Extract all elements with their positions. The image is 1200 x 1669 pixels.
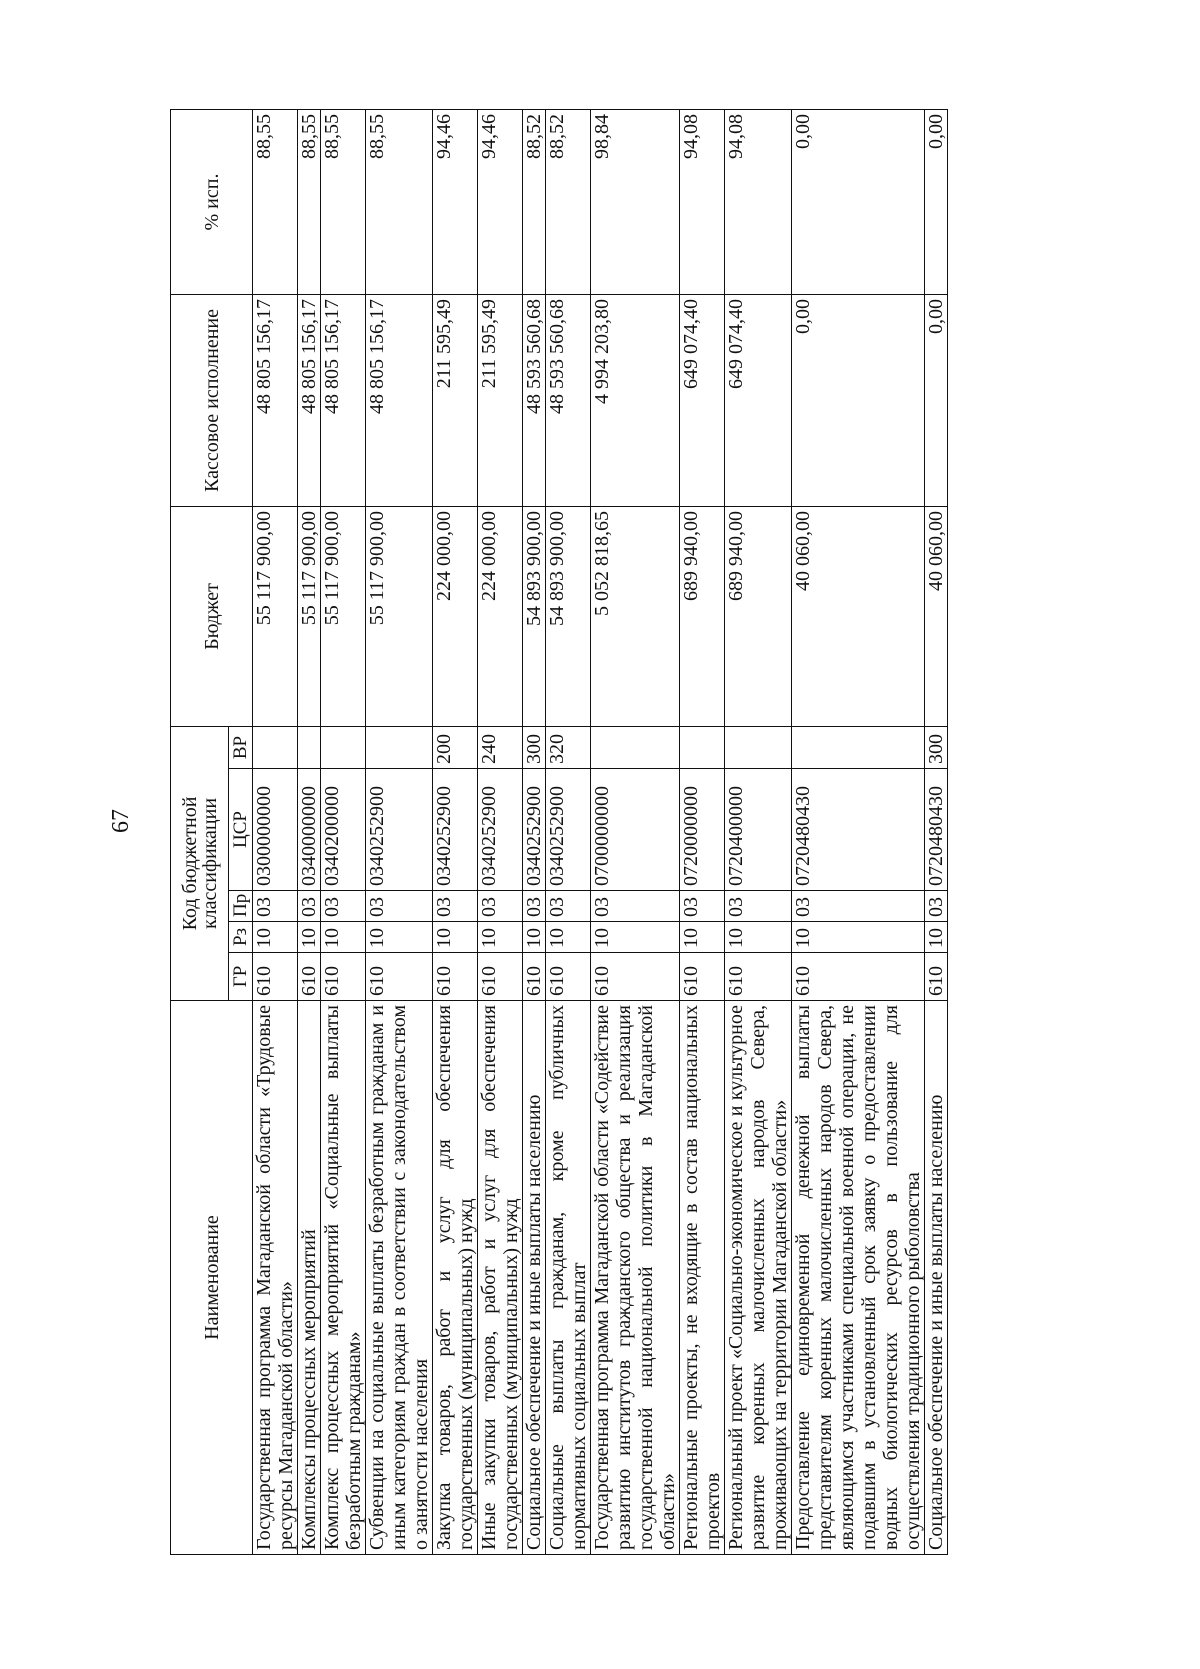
table-row <box>321 110 366 1555</box>
row-pr: 03 <box>725 891 792 922</box>
row-gr: 610 <box>546 953 591 1001</box>
row-percent: 0,00 <box>925 110 948 295</box>
row-gr: 610 <box>321 953 366 1001</box>
table-row <box>792 110 925 1555</box>
table-row <box>478 110 523 1555</box>
row-budget: 54 893 900,00 <box>523 507 546 727</box>
row-vr: 300 <box>925 727 948 769</box>
row-name: Субвенции на социальные выплаты безработным гражданам и иным категориям граждан в соответствии с законодательством о занятости населения <box>366 1001 433 1555</box>
row-budget: 54 893 900,00 <box>546 507 591 727</box>
table-row <box>680 110 725 1555</box>
row-gr: 610 <box>792 953 925 1001</box>
row-vr <box>253 727 298 769</box>
header-vr: ВР <box>229 727 253 769</box>
row-budget: 689 940,00 <box>725 507 792 727</box>
row-percent: 88,52 <box>523 110 546 295</box>
row-pr: 03 <box>591 891 680 922</box>
row-csr: 0720400000 <box>725 769 792 891</box>
row-name: Закупка товаров, работ и услуг для обеспечения государственных (муниципальных) нужд <box>433 1001 478 1555</box>
row-vr <box>591 727 680 769</box>
row-percent: 98,84 <box>591 110 680 295</box>
row-rz: 10 <box>478 922 523 953</box>
row-percent: 88,55 <box>366 110 433 295</box>
row-rz: 10 <box>523 922 546 953</box>
row-pr: 03 <box>680 891 725 922</box>
row-rz: 10 <box>253 922 298 953</box>
header-gr: ГР <box>229 953 253 1001</box>
row-name: Социальное обеспечение и иные выплаты населению <box>925 1001 948 1555</box>
row-percent: 94,08 <box>725 110 792 295</box>
row-name: Государственная программа Магаданской области «Содействие развитию институтов гражданского общества и реализация государственной национальной политики в Магаданской области» <box>591 1001 680 1555</box>
row-budget: 55 117 900,00 <box>321 507 366 727</box>
row-rz: 10 <box>433 922 478 953</box>
row-budget: 40 060,00 <box>925 507 948 727</box>
row-vr <box>298 727 321 769</box>
row-csr: 0340252900 <box>523 769 546 891</box>
row-execution: 48 593 560,68 <box>523 295 546 507</box>
table-row <box>725 110 792 1555</box>
row-csr: 0700000000 <box>591 769 680 891</box>
row-pr: 03 <box>478 891 523 922</box>
row-budget: 224 000,00 <box>478 507 523 727</box>
row-percent: 94,46 <box>433 110 478 295</box>
row-csr: 0720000000 <box>680 769 725 891</box>
row-vr <box>680 727 725 769</box>
row-csr: 0340252900 <box>478 769 523 891</box>
row-budget: 5 052 818,65 <box>591 507 680 727</box>
row-budget: 40 060,00 <box>792 507 925 727</box>
row-pr: 03 <box>925 891 948 922</box>
row-rz: 10 <box>546 922 591 953</box>
row-pr: 03 <box>433 891 478 922</box>
table-row <box>925 110 948 1555</box>
row-execution: 48 805 156,17 <box>253 295 298 507</box>
row-vr: 300 <box>523 727 546 769</box>
row-execution: 211 595,49 <box>433 295 478 507</box>
header-name: Наименование <box>171 1001 253 1555</box>
row-name: Региональные проекты, не входящие в состав национальных проектов <box>680 1001 725 1555</box>
row-vr <box>792 727 925 769</box>
row-rz: 10 <box>925 922 948 953</box>
row-execution: 48 805 156,17 <box>366 295 433 507</box>
row-execution: 649 074,40 <box>680 295 725 507</box>
row-execution: 48 805 156,17 <box>298 295 321 507</box>
row-execution: 48 593 560,68 <box>546 295 591 507</box>
table-row <box>591 110 680 1555</box>
table-row <box>433 110 478 1555</box>
row-pr: 03 <box>298 891 321 922</box>
row-execution: 0,00 <box>925 295 948 507</box>
row-pr: 03 <box>253 891 298 922</box>
row-name: Комплекс процессных мероприятий «Социальные выплаты безработным гражданам» <box>321 1001 366 1555</box>
rotated-table-container <box>170 110 1065 1555</box>
row-name: Комплексы процессных мероприятий <box>298 1001 321 1555</box>
row-budget: 55 117 900,00 <box>298 507 321 727</box>
row-gr: 610 <box>253 953 298 1001</box>
row-execution: 211 595,49 <box>478 295 523 507</box>
row-vr: 240 <box>478 727 523 769</box>
row-percent: 0,00 <box>792 110 925 295</box>
row-gr: 610 <box>925 953 948 1001</box>
row-csr: 0720480430 <box>792 769 925 891</box>
row-rz: 10 <box>680 922 725 953</box>
row-vr <box>725 727 792 769</box>
row-name: Предоставление единовременной денежной выплаты представителям коренных малочисленных народов Севера, являющимся участниками специальной военной операции, не подавшим в установленный срок заявку о предоставлении водных биологических ресурсов в пользование для осуществления традиционного рыболовства <box>792 1001 925 1555</box>
table-row <box>298 110 321 1555</box>
row-gr: 610 <box>523 953 546 1001</box>
header-pr: Пр <box>229 891 253 922</box>
row-gr: 610 <box>366 953 433 1001</box>
row-gr: 610 <box>591 953 680 1001</box>
row-rz: 10 <box>591 922 680 953</box>
header-execution: Кассовое исполнение <box>171 295 253 507</box>
table-row <box>366 110 433 1555</box>
row-name: Иные закупки товаров, работ и услуг для обеспечения государственных (муниципальных) нужд <box>478 1001 523 1555</box>
row-percent: 88,52 <box>546 110 591 295</box>
row-percent: 94,46 <box>478 110 523 295</box>
row-percent: 88,55 <box>253 110 298 295</box>
row-name: Региональный проект «Социально-экономическое и культурное развитие коренных малочисленных народов Севера, проживающих на территории Магаданской области» <box>725 1001 792 1555</box>
row-gr: 610 <box>478 953 523 1001</box>
header-rz: Рз <box>229 922 253 953</box>
table-row <box>523 110 546 1555</box>
header-budget: Бюджет <box>171 507 253 727</box>
row-vr: 200 <box>433 727 478 769</box>
row-budget: 55 117 900,00 <box>253 507 298 727</box>
row-budget: 689 940,00 <box>680 507 725 727</box>
row-rz: 10 <box>366 922 433 953</box>
row-pr: 03 <box>366 891 433 922</box>
row-rz: 10 <box>792 922 925 953</box>
row-csr: 0340000000 <box>298 769 321 891</box>
row-csr: 0340252900 <box>546 769 591 891</box>
row-gr: 610 <box>298 953 321 1001</box>
row-vr <box>321 727 366 769</box>
row-gr: 610 <box>433 953 478 1001</box>
table-header <box>171 110 253 1555</box>
header-csr: ЦСР <box>229 769 253 891</box>
row-csr: 0340252900 <box>433 769 478 891</box>
row-vr <box>366 727 433 769</box>
row-execution: 48 805 156,17 <box>321 295 366 507</box>
table-row <box>546 110 591 1555</box>
row-pr: 03 <box>523 891 546 922</box>
row-csr: 0720480430 <box>925 769 948 891</box>
header-percent: % исп. <box>171 110 253 295</box>
row-csr: 0340200000 <box>321 769 366 891</box>
row-rz: 10 <box>725 922 792 953</box>
row-csr: 0300000000 <box>253 769 298 891</box>
row-gr: 610 <box>680 953 725 1001</box>
row-vr: 320 <box>546 727 591 769</box>
row-name: Социальные выплаты гражданам, кроме публичных нормативных социальных выплат <box>546 1001 591 1555</box>
row-execution: 4 994 203,80 <box>591 295 680 507</box>
row-percent: 88,55 <box>298 110 321 295</box>
row-budget: 55 117 900,00 <box>366 507 433 727</box>
table-body <box>253 110 948 1555</box>
row-percent: 94,08 <box>680 110 725 295</box>
header-code-group: Код бюджетной классификации <box>171 727 229 1001</box>
row-csr: 0340252900 <box>366 769 433 891</box>
budget-execution-table <box>170 109 948 1555</box>
row-budget: 224 000,00 <box>433 507 478 727</box>
page-number: 67 <box>108 809 134 833</box>
row-percent: 88,55 <box>321 110 366 295</box>
row-rz: 10 <box>298 922 321 953</box>
row-pr: 03 <box>321 891 366 922</box>
row-pr: 03 <box>792 891 925 922</box>
row-pr: 03 <box>546 891 591 922</box>
row-execution: 649 074,40 <box>725 295 792 507</box>
row-execution: 0,00 <box>792 295 925 507</box>
row-name: Социальное обеспечение и иные выплаты населению <box>523 1001 546 1555</box>
row-name: Государственная программа Магаданской области «Трудовые ресурсы Магаданской области» <box>253 1001 298 1555</box>
table-row <box>253 110 298 1555</box>
row-rz: 10 <box>321 922 366 953</box>
row-gr: 610 <box>725 953 792 1001</box>
